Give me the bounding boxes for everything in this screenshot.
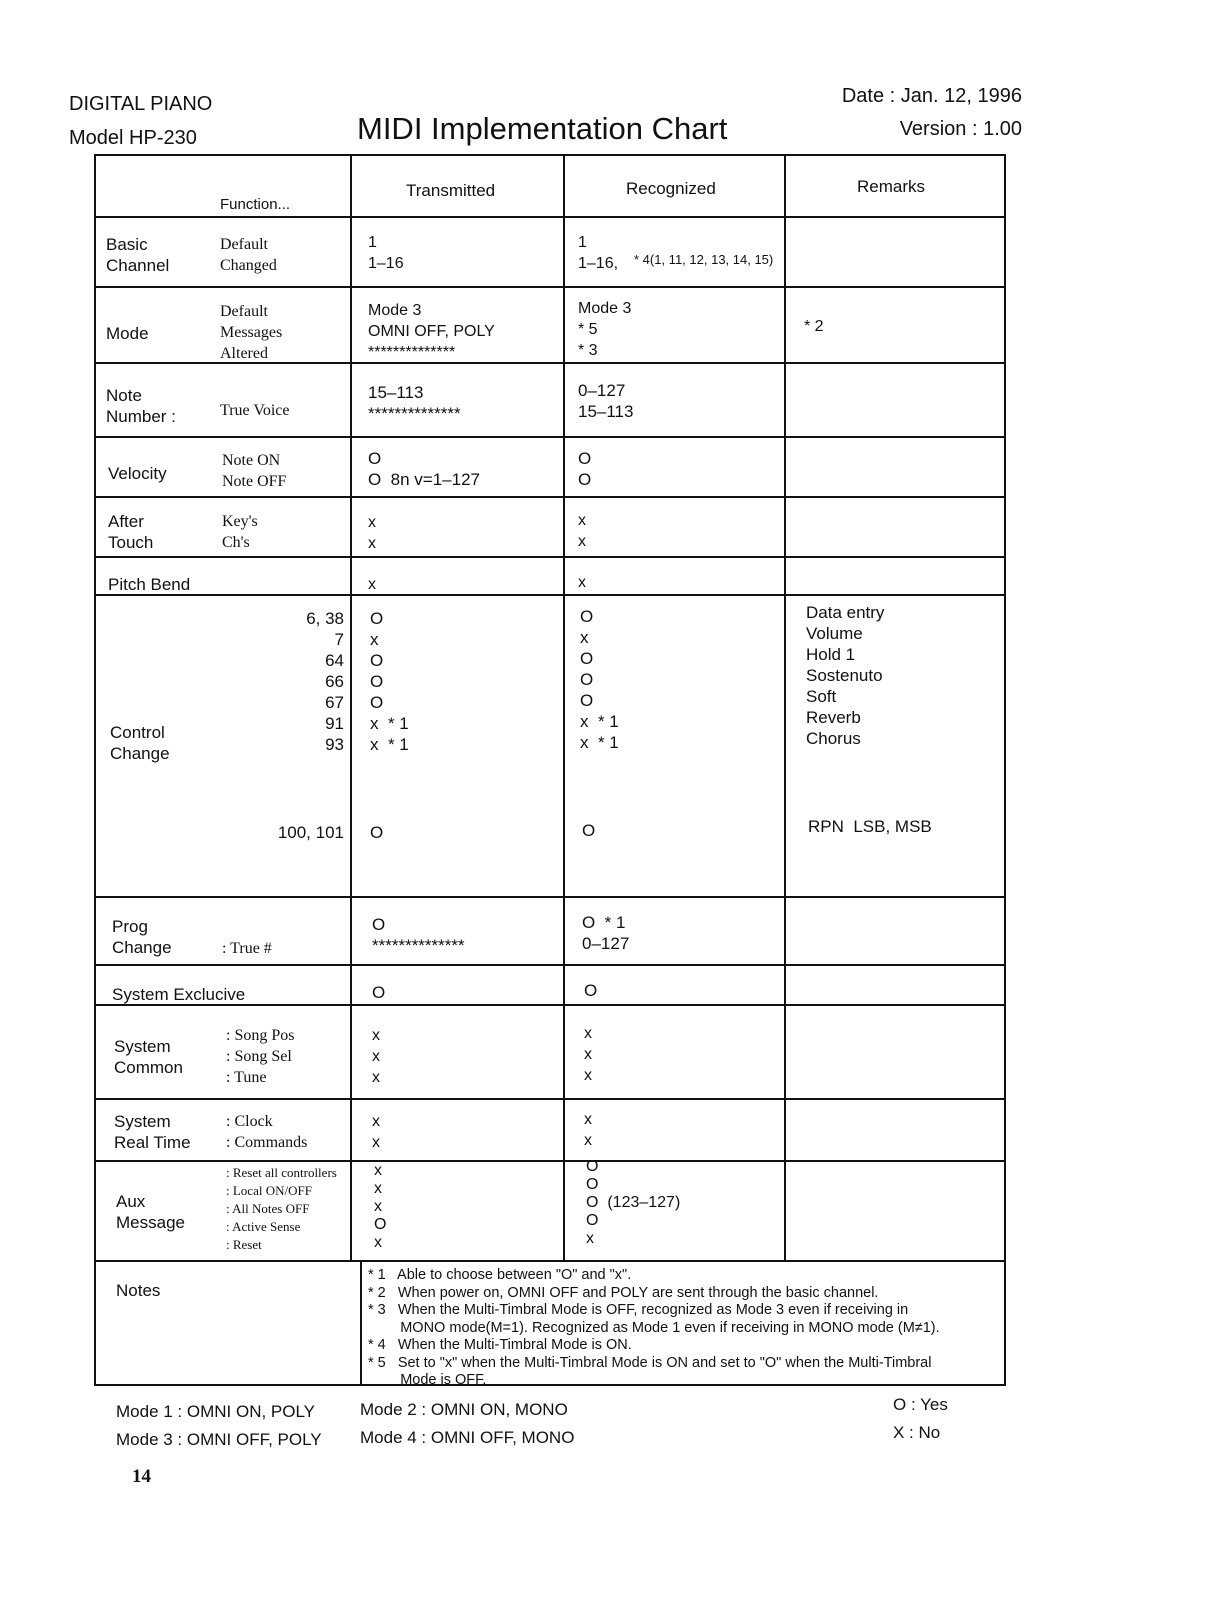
pitch-bend-label: Pitch Bend <box>108 575 191 594</box>
prog-change-transmitted: O ************** <box>372 915 465 955</box>
note-number-recognized: 0–127 15–113 <box>578 381 634 421</box>
basic-channel-transmitted: 1 1–16 <box>368 234 404 272</box>
column-header-recognized: Recognized <box>626 179 716 198</box>
system-exclusive-transmitted: O <box>372 983 386 1002</box>
system-real-time-recognized: x x <box>584 1111 592 1149</box>
row-divider <box>96 216 1004 218</box>
pitch-bend-recognized: x <box>578 574 586 591</box>
notes-text: * 1 Able to choose between "O" and "x". * 2 When power on, OMNI OFF and POLY are sent through the basic channel. * 3 When the Multi-Timbral Mode is OFF, recognized as Mode 3 even if receiving in MONO mode(M=1). Recognized as Mode 1 even if receiving in MONO mode (M≠1). * 4 When the Multi-Timbral Mode is ON. * 5 Set to "x" when the Multi-Timbral Mode is ON and set to "O" when the Multi-Timbral Mode is OFF. <box>368 1267 940 1388</box>
midi-implementation-table <box>94 154 1006 1386</box>
row-divider <box>96 964 1004 966</box>
basic-channel-recognized: 1 1–16, <box>578 234 619 272</box>
system-exclusive-recognized: O <box>584 981 598 1000</box>
system-common-label: System Common <box>114 1037 183 1077</box>
system-common-sub: : Song Pos : Song Sel : Tune <box>226 1027 295 1086</box>
aux-message-label: Aux Message <box>116 1192 185 1232</box>
rpn-transmitted: O <box>370 823 384 842</box>
after-touch-sub: Key's Ch's <box>222 513 258 551</box>
date: Date : Jan. 12, 1996 <box>841 85 1022 107</box>
mode-4-legend: Mode 4 : OMNI OFF, MONO <box>360 1428 575 1447</box>
column-divider <box>784 156 786 1260</box>
column-divider <box>563 156 565 1260</box>
pitch-bend-transmitted: x <box>368 576 376 593</box>
mode-recognized: Mode 3 * 5 * 3 <box>578 300 632 359</box>
column-divider <box>360 1260 362 1386</box>
control-change-transmitted: O x O O O x * 1 x * 1 <box>370 609 409 754</box>
basic-channel-recognized-note: * 4(1, 11, 12, 13, 14, 15) <box>634 252 774 267</box>
system-real-time-sub: : Clock : Commands <box>226 1113 308 1151</box>
prog-change-sub: : True # <box>222 940 272 957</box>
row-divider <box>96 286 1004 288</box>
basic-channel-label: Basic Channel <box>106 235 170 275</box>
mode-label: Mode <box>106 324 149 343</box>
page-title: MIDI Implementation Chart <box>357 111 728 146</box>
row-divider <box>96 1260 1004 1262</box>
after-touch-transmitted: x x <box>368 514 376 552</box>
column-header-transmitted: Transmitted <box>406 181 496 200</box>
yes-legend: O : Yes <box>893 1395 948 1414</box>
prog-change-recognized: O * 1 0–127 <box>582 913 630 953</box>
aux-message-sub: : Reset all controllers : Local ON/OFF : All Notes OFF : Active Sense : Reset <box>226 1165 337 1252</box>
control-change-remarks: Data entry Volume Hold 1 Sostenuto Soft Reverb Chorus <box>806 603 885 748</box>
mode-remarks: * 2 <box>804 318 824 335</box>
row-divider <box>96 496 1004 498</box>
mode-1-legend: Mode 1 : OMNI ON, POLY <box>116 1402 316 1421</box>
aux-message-recognized: O O O (123–127) O x <box>586 1158 681 1247</box>
page-number: 14 <box>132 1466 151 1487</box>
note-number-label: Note Number : <box>106 386 176 426</box>
rpn-recognized: O <box>582 821 596 840</box>
prog-change-label: Prog Change <box>112 917 172 957</box>
after-touch-recognized: x x <box>578 512 586 550</box>
velocity-label: Velocity <box>108 464 167 483</box>
control-change-recognized: O x O O O x * 1 x * 1 <box>580 607 619 752</box>
mode-3-legend: Mode 3 : OMNI OFF, POLY <box>116 1430 322 1449</box>
aux-message-transmitted: x x x O x <box>374 1162 387 1251</box>
row-divider <box>96 896 1004 898</box>
velocity-recognized: O O <box>578 449 592 489</box>
system-common-transmitted: x x x <box>372 1027 380 1086</box>
row-divider <box>96 556 1004 558</box>
product-name: DIGITAL PIANO <box>69 93 213 115</box>
system-real-time-transmitted: x x <box>372 1113 380 1151</box>
note-number-transmitted: 15–113 ************** <box>368 383 461 423</box>
mode-transmitted: Mode 3 OMNI OFF, POLY ************** <box>368 302 495 361</box>
note-number-sub: True Voice <box>220 402 290 419</box>
row-divider <box>96 1160 1004 1162</box>
no-legend: X : No <box>893 1423 941 1442</box>
version: Version : 1.00 <box>899 118 1022 140</box>
row-divider <box>96 436 1004 438</box>
system-common-recognized: x x x <box>584 1025 592 1084</box>
system-exclusive-label: System Exclucive <box>112 985 246 1004</box>
mode-2-legend: Mode 2 : OMNI ON, MONO <box>360 1400 568 1419</box>
notes-label: Notes <box>116 1281 161 1300</box>
column-header-function: Function... <box>220 196 291 213</box>
column-header-remarks: Remarks <box>857 177 926 196</box>
after-touch-label: After Touch <box>108 512 154 552</box>
rpn-number: 100, 101 <box>277 823 344 842</box>
column-divider <box>350 156 352 1260</box>
mode-sub: Default Messages Altered <box>220 303 283 362</box>
control-change-label: Control Change <box>110 723 170 763</box>
rpn-remarks: RPN LSB, MSB <box>808 817 932 836</box>
basic-channel-sub: Default Changed <box>220 236 277 274</box>
row-divider <box>96 1098 1004 1100</box>
row-divider <box>96 594 1004 596</box>
model-name: Model HP-230 <box>69 127 197 149</box>
velocity-transmitted: O O 8n v=1–127 <box>368 449 481 489</box>
system-real-time-label: System Real Time <box>114 1112 191 1152</box>
velocity-sub: Note ON Note OFF <box>222 452 287 490</box>
control-change-numbers: 6, 38 7 64 66 67 91 93 <box>306 609 344 754</box>
